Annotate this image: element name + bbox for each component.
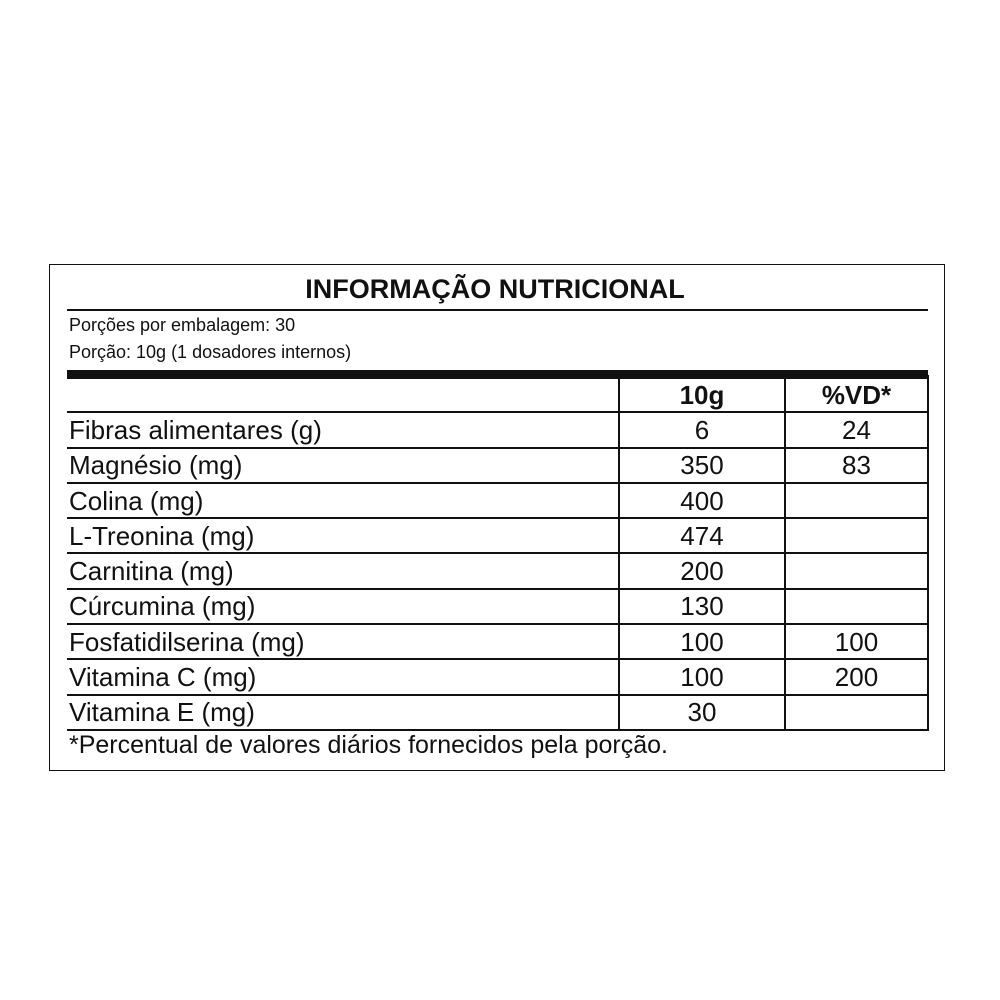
nutrient-daily-value: 24 [785,412,928,447]
nutrient-daily-value [785,518,928,553]
nutrient-name: Fibras alimentares (g) [67,412,619,447]
daily-value-footnote: *Percentual de valores diários fornecidos pela porção. [69,731,668,759]
title-divider [67,309,928,311]
nutrient-amount: 200 [619,553,785,588]
table-row [67,448,928,483]
nutrient-amount: 400 [619,483,785,518]
column-header-name [67,375,619,412]
nutrient-name: Vitamina E (mg) [67,695,619,730]
nutrient-name: L-Treonina (mg) [67,518,619,553]
nutrient-daily-value [785,553,928,588]
nutrient-amount: 30 [619,695,785,730]
nutrient-name: Fosfatidilserina (mg) [67,624,619,659]
nutrient-daily-value [785,695,928,730]
nutrient-amount: 6 [619,412,785,447]
servings-per-package: Porções por embalagem: 30 [69,315,296,335]
nutrition-table [67,375,929,731]
nutrient-amount: 474 [619,518,785,553]
column-header-amount: 10g [619,375,785,412]
column-header-daily-value: %VD* [785,375,928,412]
table-header-row [67,375,928,412]
nutrient-amount: 350 [619,448,785,483]
nutrient-daily-value [785,589,928,624]
nutrient-daily-value [785,483,928,518]
table-row [67,624,928,659]
serving-size: Porção: 10g (1 dosadores internos) [69,342,352,362]
table-row [67,483,928,518]
table-row [67,695,928,730]
table-row [67,553,928,588]
nutrient-name: Cúrcumina (mg) [67,589,619,624]
nutrient-name: Carnitina (mg) [67,553,619,588]
nutrient-daily-value: 100 [785,624,928,659]
nutrient-daily-value: 83 [785,448,928,483]
nutrient-name: Vitamina C (mg) [67,659,619,694]
nutrient-daily-value: 200 [785,659,928,694]
label-title: INFORMAÇÃO NUTRICIONAL [305,274,685,304]
nutrient-amount: 100 [619,659,785,694]
table-row [67,518,928,553]
table-row [67,412,928,447]
table-row [67,589,928,624]
table-row [67,659,928,694]
nutrient-name: Magnésio (mg) [67,448,619,483]
nutrient-amount: 130 [619,589,785,624]
nutrient-amount: 100 [619,624,785,659]
nutrient-name: Colina (mg) [67,483,619,518]
